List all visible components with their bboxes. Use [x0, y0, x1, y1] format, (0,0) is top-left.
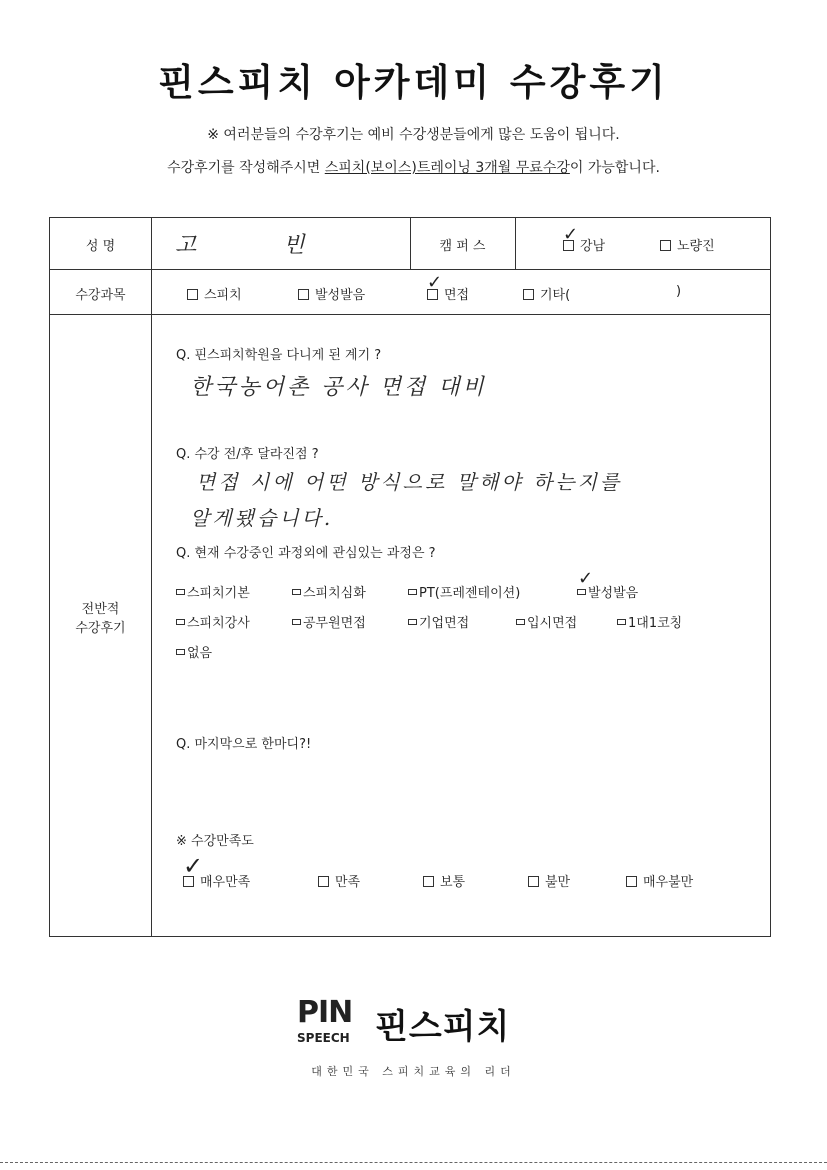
interest-option-label: 없음 — [187, 646, 213, 661]
checkbox[interactable] — [577, 589, 586, 595]
interest-option-label: PT(프레젠테이션) — [419, 586, 521, 601]
interest-option-label: 공무원면접 — [303, 616, 366, 631]
checkbox[interactable] — [528, 876, 539, 887]
checkbox[interactable] — [626, 876, 637, 887]
interest-option[interactable] — [176, 612, 250, 631]
course-option-vocal[interactable] — [298, 284, 365, 303]
interest-option-label: 입시면접 — [527, 616, 578, 631]
interest-option[interactable] — [292, 582, 366, 601]
satisfaction-option-label: 매우불만 — [643, 875, 694, 890]
notice-text-post: 이 가능합니다. — [569, 160, 660, 176]
notice-line-1: ※ 여러분들의 수강후기는 예비 수강생분들에게 많은 도움이 됩니다. — [207, 127, 620, 143]
checkbox[interactable] — [298, 289, 309, 300]
satisfaction-option-label: 불만 — [545, 875, 571, 890]
campus-label: 캠 퍼 스 — [439, 239, 486, 254]
interest-option[interactable] — [408, 582, 520, 601]
page-title: 핀스피치 아카데미 수강후기 — [158, 61, 669, 104]
satisfaction-option[interactable] — [318, 871, 360, 890]
satisfaction-option-label: 만족 — [335, 875, 361, 890]
interest-option-label: 발성발음 — [588, 586, 639, 601]
checkbox[interactable] — [516, 619, 525, 625]
course-option-other[interactable] — [523, 284, 570, 303]
course-label: 수강과목 — [75, 288, 126, 303]
campus-option-noryangjin[interactable] — [660, 235, 715, 254]
interest-option-label: 스피치심화 — [303, 586, 366, 601]
answer-2-line-1[interactable]: 면접 시에 어떤 방식으로 말해야 하는지를 — [196, 470, 623, 494]
review-label-2: 수강후기 — [75, 621, 126, 636]
check-mark-icon: ✓ — [427, 272, 443, 293]
interest-option[interactable] — [408, 612, 469, 631]
checkbox[interactable] — [318, 876, 329, 887]
checkbox[interactable] — [176, 619, 185, 625]
question-3: Q. 현재 수강중인 과정외에 관심있는 과정은 ? — [176, 546, 436, 561]
checkbox[interactable] — [292, 619, 301, 625]
interest-option[interactable] — [292, 612, 366, 631]
checkbox[interactable] — [176, 649, 185, 655]
notice-text-pre: 수강후기를 작성해주시면 — [167, 160, 325, 176]
satisfaction-option[interactable] — [423, 871, 465, 890]
interest-option[interactable] — [516, 612, 577, 631]
satisfaction-label: ※ 수강만족도 — [176, 834, 254, 849]
question-2: Q. 수강 전/후 달라진점 ? — [176, 447, 319, 462]
course-option-speech[interactable] — [187, 284, 242, 303]
course-option-label: 발성발음 — [315, 288, 366, 303]
check-mark-icon: ✓ — [578, 568, 594, 589]
question-4: Q. 마지막으로 한마디?! — [176, 737, 312, 752]
course-option-label: 스피치 — [204, 288, 242, 303]
name-label: 성 명 — [85, 239, 116, 254]
notice-line-2 — [0, 157, 827, 177]
check-mark-icon: ✓ — [563, 224, 579, 245]
course-other-close: ) — [676, 284, 682, 299]
interest-option-label: 기업면접 — [419, 616, 470, 631]
satisfaction-option[interactable] — [626, 871, 693, 890]
checkbox[interactable] — [523, 289, 534, 300]
interest-option-label: 1대1코칭 — [628, 616, 683, 631]
campus-option-label: 노량진 — [677, 239, 715, 254]
course-option-label: 면접 — [444, 288, 470, 303]
notice-benefit: 스피치(보이스)트레이닝 3개월 무료수강 — [324, 160, 570, 176]
checkbox[interactable] — [176, 589, 185, 595]
footer-divider — [0, 1162, 827, 1163]
review-label-1: 전반적 — [81, 602, 120, 617]
logo-korean-text: 핀스피치 — [375, 1007, 511, 1047]
checkbox[interactable] — [187, 289, 198, 300]
check-mark-icon: ✓ — [183, 852, 204, 880]
satisfaction-option[interactable] — [528, 871, 570, 890]
satisfaction-option-label: 보통 — [440, 875, 466, 890]
interest-option-label: 스피치기본 — [187, 586, 250, 601]
checkbox[interactable] — [660, 240, 671, 251]
interest-option[interactable] — [176, 642, 212, 661]
checkbox[interactable] — [423, 876, 434, 887]
interest-option[interactable] — [176, 582, 250, 601]
review-form — [49, 217, 771, 937]
checkbox[interactable] — [408, 619, 417, 625]
name-value[interactable]: 고 빈 — [175, 233, 345, 258]
interest-option-label: 스피치강사 — [187, 616, 250, 631]
answer-1[interactable]: 한국농어촌 공사 면접 대비 — [190, 375, 487, 400]
checkbox[interactable] — [292, 589, 301, 595]
interest-option[interactable] — [617, 612, 682, 631]
course-option-label: 기타( — [540, 288, 571, 303]
checkbox[interactable] — [617, 619, 626, 625]
logo-tagline: 대한민국 스피치교육의 리더 — [311, 1065, 516, 1078]
question-1: Q. 핀스피치학원을 다니게 된 계기 ? — [176, 348, 382, 363]
logo-speech-text: SPEECH — [297, 1031, 350, 1045]
pinspeech-logo — [297, 995, 537, 1055]
checkbox[interactable] — [408, 589, 417, 595]
logo-pin-text: PIN — [297, 995, 353, 1030]
answer-2-line-2[interactable]: 알게됐습니다. — [190, 506, 334, 530]
campus-option-label: 강남 — [580, 239, 606, 254]
satisfaction-option-label: 매우만족 — [200, 875, 251, 890]
